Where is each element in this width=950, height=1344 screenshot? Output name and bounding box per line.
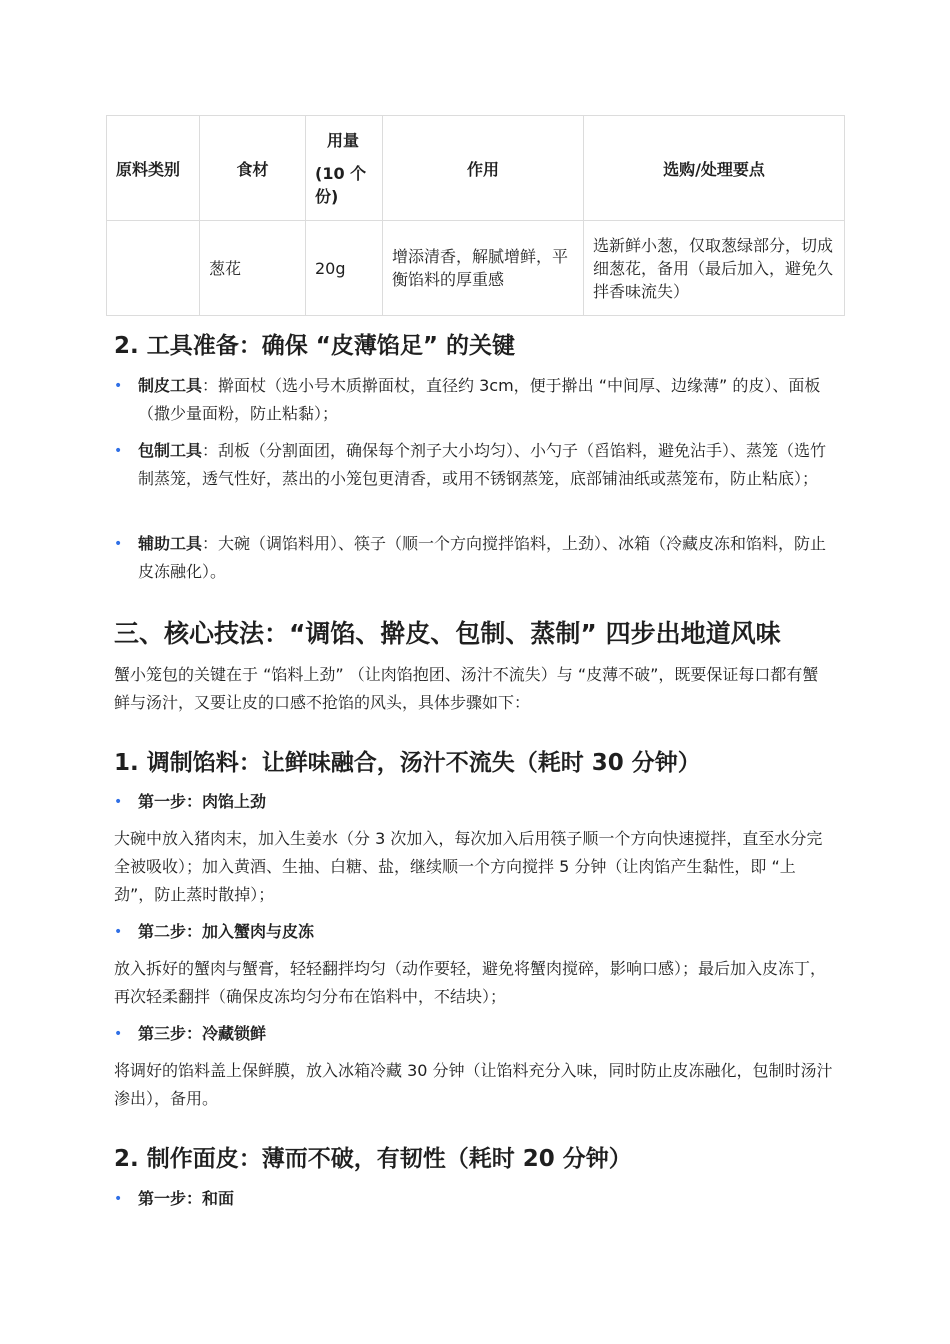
bullet-icon: • (114, 443, 123, 459)
item-text: ：擀面杖（选小号木质擀面杖，直径约 3cm，便于擀出 “中间厚、边缘薄” 的皮）、面板（撒少量面粉，防止粘黏）； (138, 376, 821, 423)
table-row (107, 221, 845, 316)
item-text: ：刮板（分割面团，确保每个剂子大小均匀）、小勺子（舀馅料，避免沾手）、蒸笼（选竹制蒸笼，透气性好，蒸出的小笼包更清香，或用不锈钢蒸笼，底部铺油纸或蒸笼布，防止粘底）； (138, 441, 827, 488)
header-function: 作用 (383, 116, 584, 221)
bullet-icon: • (114, 1191, 123, 1207)
tools-list-item (114, 372, 834, 428)
step-paragraph: 将调好的馅料盖上保鲜膜，放入冰箱冷藏 30 分钟（让馅料充分入味，同时防止皮冻融化，包制时汤汁渗出），备用。 (114, 1061, 833, 1108)
bullet-icon: • (114, 1026, 123, 1042)
table-header-row (107, 116, 845, 221)
step-paragraph: 大碗中放入猪肉末，加入生姜水（分 3 次加入，每次加入后用筷子顺一个方向快速搅拌，直至水分完全被吸收）；加入黄酒、生抽、白糖、盐，继续顺一个方向搅拌 5 分钟（让肉馅产生黏性，即 “上劲”，防止蒸时散掉）； (114, 829, 823, 904)
ingredient-table (106, 115, 845, 316)
bullet-icon: • (114, 378, 123, 394)
tools-heading: 2. 工具准备：确保 “皮薄馅足” 的关键 (114, 333, 515, 359)
step-title: 第三步：冷藏锁鲜 (138, 1024, 267, 1043)
step-title: 第一步：肉馅上劲 (138, 792, 267, 811)
filling-step-title (114, 1020, 834, 1048)
header-tips: 选购/处理要点 (584, 116, 845, 221)
bullet-icon: • (114, 794, 123, 810)
item-label: 辅助工具 (138, 534, 203, 553)
header-quantity-line1: 用量 (327, 130, 360, 150)
cell-category (107, 221, 200, 316)
filling-step-title (114, 788, 834, 816)
item-label: 包制工具 (138, 441, 203, 460)
step-title: 第二步：加入蟹肉与皮冻 (138, 922, 315, 941)
cell-ingredient: 葱花 (200, 221, 306, 316)
header-quantity (306, 116, 383, 221)
header-category: 原料类别 (107, 116, 200, 221)
cell-quantity: 20g (306, 221, 383, 316)
header-ingredient: 食材 (200, 116, 306, 221)
cell-tips: 选新鲜小葱，仅取葱绿部分，切成细葱花，备用（最后加入，避免久拌香味流失） (584, 221, 845, 316)
bullet-icon: • (114, 536, 123, 552)
cell-function: 增添清香，解腻增鲜，平衡馅料的厚重感 (383, 221, 584, 316)
header-quantity-line2: (10 个份) (315, 163, 367, 206)
filling-step-title (114, 918, 834, 946)
core-intro-paragraph: 蟹小笼包的关键在于 “馅料上劲” （让肉馅抱团、汤汁不流失）与 “皮薄不破”，既要保证每口都有蟹鲜与汤汁，又要让皮的口感不抢馅的风头，具体步骤如下： (114, 665, 819, 712)
item-label: 制皮工具 (138, 376, 203, 395)
dough-heading: 2. 制作面皮：薄而不破，有韧性（耗时 20 分钟） (114, 1146, 632, 1172)
step-paragraph: 放入拆好的蟹肉与蟹膏，轻轻翻拌均匀（动作要轻，避免将蟹肉搅碎，影响口感）；最后加入皮冻丁，再次轻柔翻拌（确保皮冻均匀分布在馅料中，不结块）； (114, 959, 827, 1006)
core-technique-heading: 三、核心技法：“调馅、擀皮、包制、蒸制” 四步出地道风味 (114, 619, 781, 648)
tools-list-item (114, 437, 834, 493)
step-title: 第一步：和面 (138, 1189, 235, 1208)
filling-heading: 1. 调制馅料：让鲜味融合，汤汁不流失（耗时 30 分钟） (114, 750, 701, 776)
item-text: ：大碗（调馅料用）、筷子（顺一个方向搅拌馅料，上劲）、冰箱（冷藏皮冻和馅料，防止皮冻融化）。 (138, 534, 827, 581)
bullet-icon: • (114, 924, 123, 940)
dough-step-title (114, 1185, 834, 1213)
tools-list-item (114, 530, 834, 586)
